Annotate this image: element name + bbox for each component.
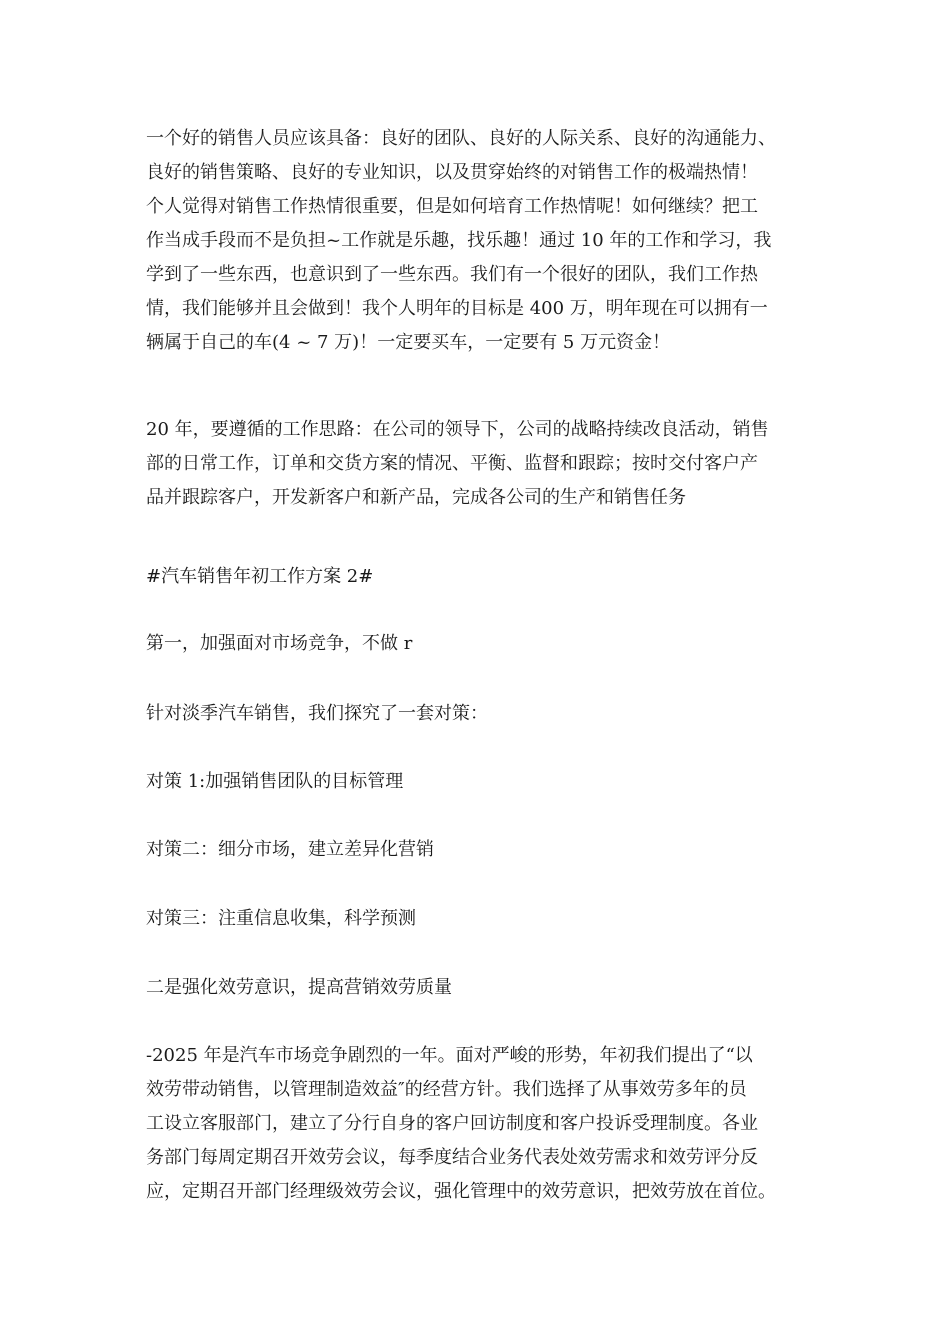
text-line: 对策 1:加强销售团队的目标管理 (146, 771, 404, 792)
paragraph-first-point (146, 627, 826, 661)
text-line: 对策二：细分市场，建立差异化营销 (146, 839, 434, 860)
text-line: 针对淡季汽车销售，我们探究了一套对策： (146, 703, 488, 724)
text-line: -2025 年是汽车市场竞争剧烈的一年。面对严峻的形势，年初我们提出了“以 (146, 1045, 753, 1066)
text-line: 部的日常工作，订单和交货方案的情况、平衡、监督和跟踪；按时交付客户产 (146, 453, 758, 474)
text-line: 对策三：注重信息收集，科学预测 (146, 908, 416, 929)
text-line: 一个好的销售人员应该具备：良好的团队、良好的人际关系、良好的沟通能力、 (146, 128, 776, 149)
text-line: 务部门每周定期召开效劳会议，每季度结合业务代表处效劳需求和效劳评分反 (146, 1147, 758, 1168)
paragraph-second-point (146, 971, 826, 1005)
paragraph-countermeasure-1 (146, 765, 826, 799)
text-line: 品并跟踪客户，开发新客户和新产品，完成各公司的生产和销售任务 (146, 487, 686, 508)
paragraph-work-plan (146, 413, 826, 515)
text-line: 情，我们能够并且会做到！我个人明年的目标是 400 万，明年现在可以拥有一 (146, 298, 768, 319)
text-line: 二是强化效劳意识，提高营销效劳质量 (146, 977, 452, 998)
paragraph-service-2025 (146, 1039, 826, 1209)
text-line: 个人觉得对销售工作热情很重要，但是如何培育工作热情呢！如何继续？把工 (146, 196, 758, 217)
text-line: 良好的销售策略、良好的专业知识，以及贯穿始终的对销售工作的极端热情！ (146, 162, 758, 183)
text-line: 工设立客服部门，建立了分行自身的客户回访制度和客户投诉受理制度。各业 (146, 1113, 758, 1134)
text-line: 应，定期召开部门经理级效劳会议，强化管理中的效劳意识，把效劳放在首位。 (146, 1181, 776, 1202)
text-line: 第一，加强面对市场竞争，不做 r (146, 633, 413, 654)
text-line: 学到了一些东西，也意识到了一些东西。我们有一个很好的团队，我们工作热 (146, 264, 758, 285)
text-line: 效劳带动销售，以管理制造效益″的经营方针。我们选择了从事效劳多年的员 (146, 1079, 747, 1100)
text-line: 作当成手段而不是负担~工作就是乐趣，找乐趣！通过 10 年的工作和学习，我 (146, 230, 772, 251)
paragraph-countermeasures-intro (146, 697, 826, 731)
paragraph-countermeasure-3 (146, 902, 826, 936)
paragraph-countermeasure-2 (146, 833, 826, 867)
text-line: #汽车销售年初工作方案 2# (146, 566, 374, 587)
text-line: 辆属于自己的车(4 ~ 7 万)！一定要买车，一定要有 5 万元资金！ (146, 332, 671, 353)
paragraph-sales-qualities (146, 122, 826, 360)
text-line: 20 年，要遵循的工作思路：在公司的领导下，公司的战略持续改良活动，销售 (146, 419, 769, 440)
section-heading (146, 560, 826, 594)
